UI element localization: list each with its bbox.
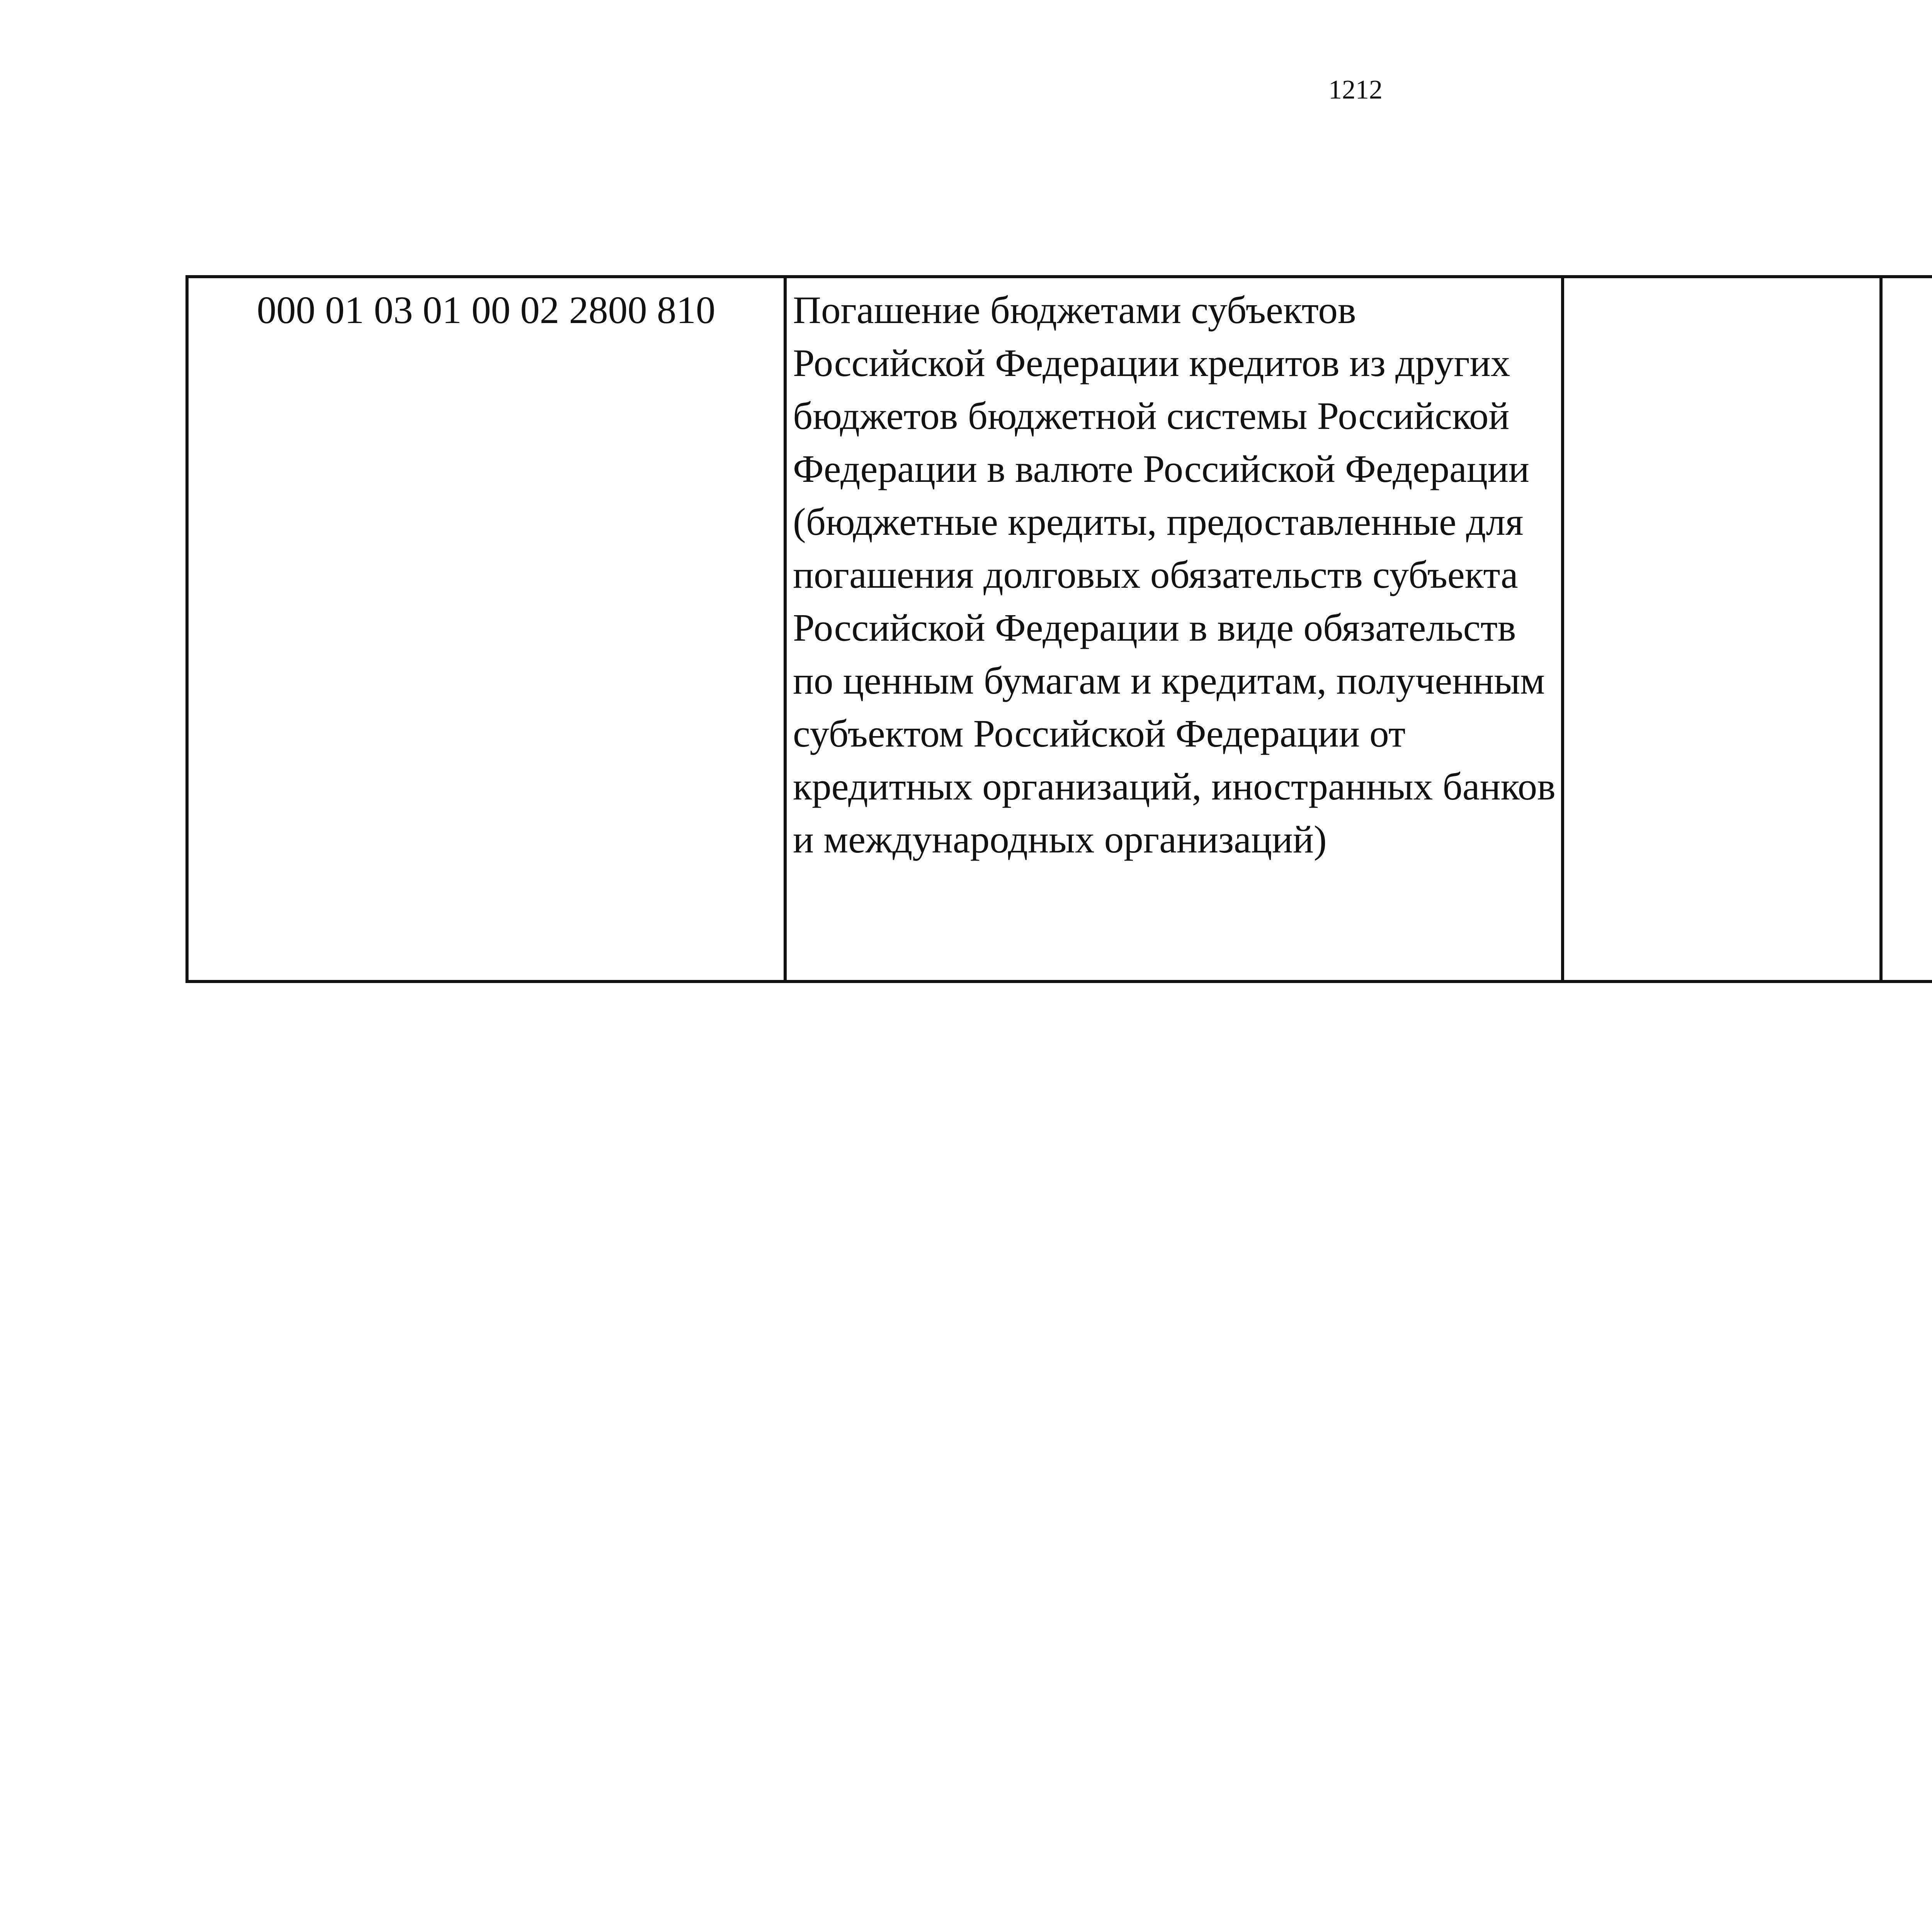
amount-cell-2 <box>1881 277 1932 981</box>
table-row <box>187 277 1932 981</box>
row-description: Погашение бюджетами субъектов Российской Федерации кредитов из других бюджетов бюджетной системы Российской Федерации в валюте Российской Федерации (бюджетные кредиты, предоставленные для погашения долговых обязательств субъекта Российской Федерации в виде обязательств по ценным бумагам и кредитам, полученным субъектом Российской Федерации от кредитных организаций, иностранных банков и международных организаций) <box>785 277 1563 981</box>
budget-classification-code: 000 01 03 01 00 02 2800 810 <box>187 277 785 981</box>
page-number: 1212 <box>1328 75 1383 105</box>
amount-cell-1 <box>1563 277 1881 981</box>
budget-sources-table <box>185 275 1932 983</box>
